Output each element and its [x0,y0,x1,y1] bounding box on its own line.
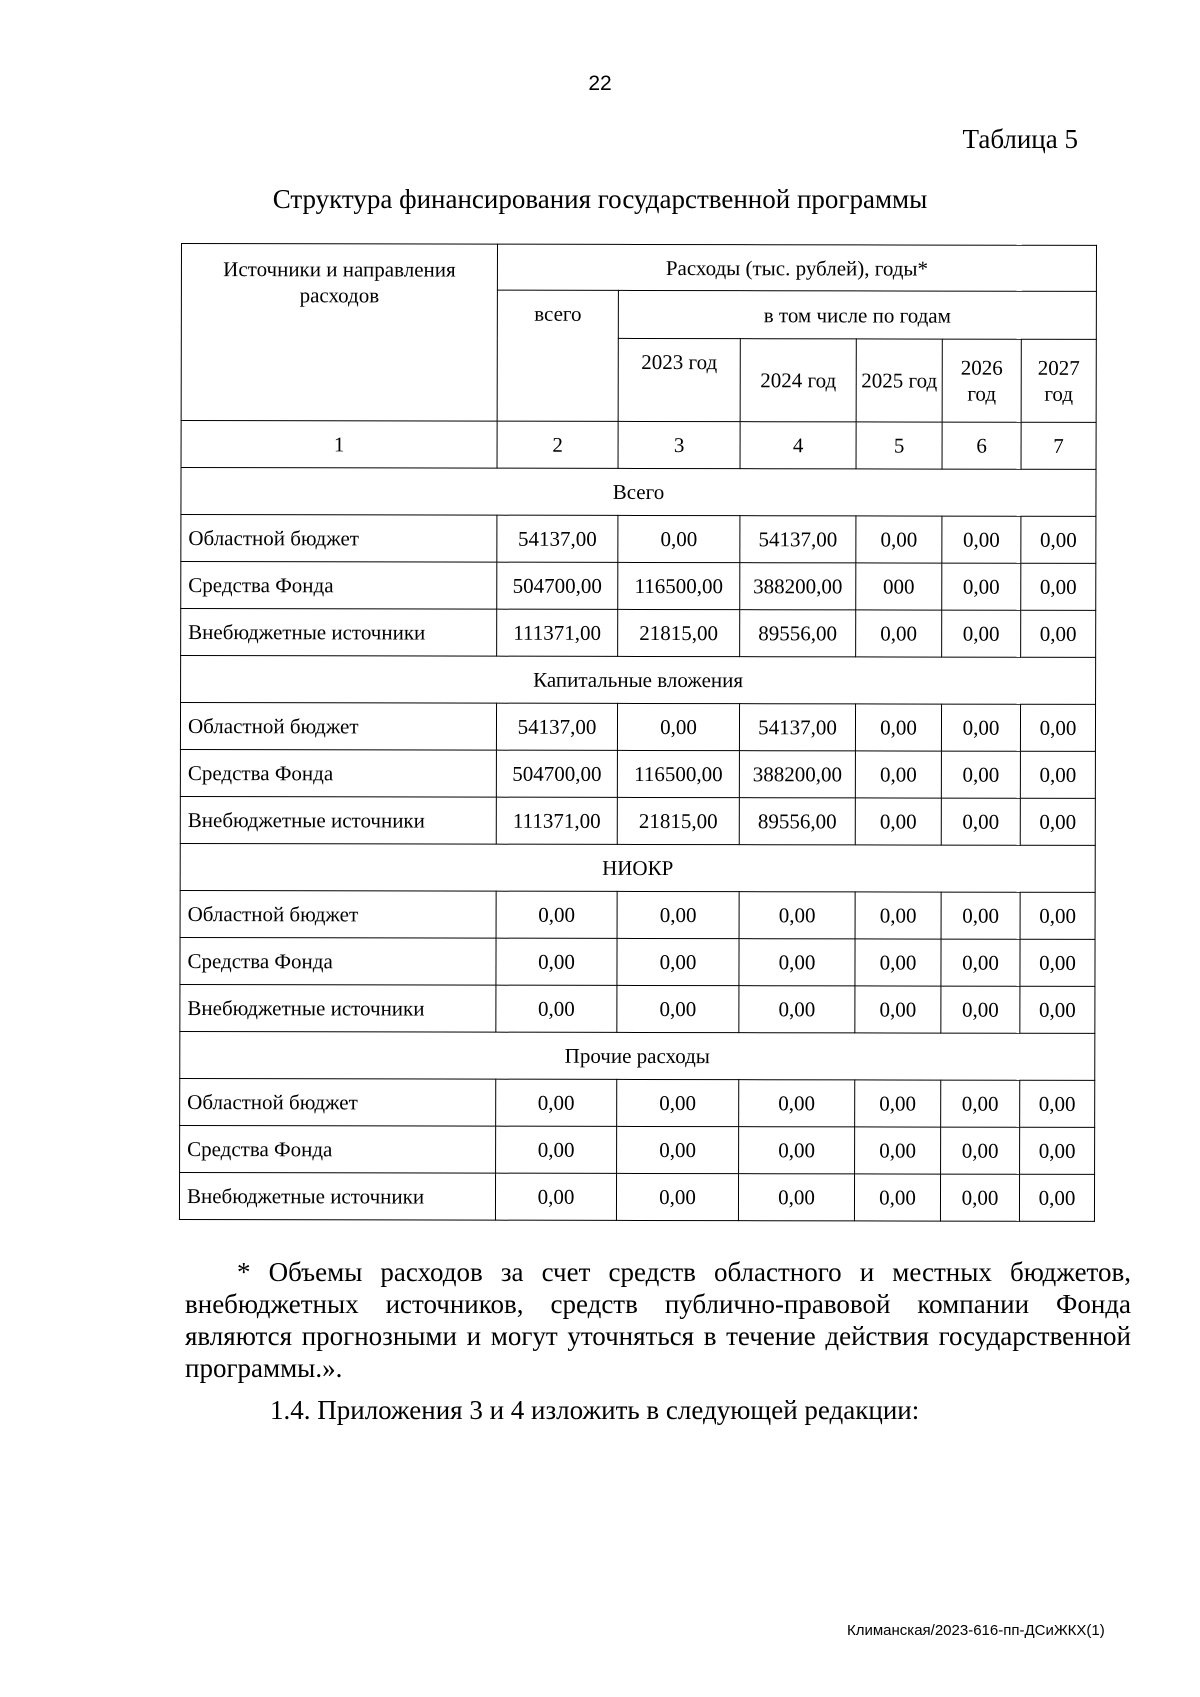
header-total: всего [497,290,618,421]
value-cell: 0,00 [496,891,617,938]
table-row [180,984,1095,1033]
section-title: Капитальные вложения [181,656,1096,705]
table-row [181,609,1096,658]
source-name: Внебюджетные источники [180,796,496,844]
column-number: 2 [497,421,618,468]
source-name: Областной бюджет [180,703,496,751]
source-name: Внебюджетные источники [180,984,496,1032]
header-expenses: Расходы (тыс. рублей), годы* [497,244,1096,291]
value-cell: 54137,00 [496,703,617,750]
value-cell: 0,00 [855,939,941,986]
value-cell: 0,00 [617,1079,739,1126]
value-cell: 0,00 [1021,610,1096,657]
value-cell: 0,00 [855,704,941,751]
header-sources: Источники и направления расходов [181,244,497,422]
value-cell: 0,00 [617,1126,739,1173]
table-row [181,562,1096,611]
table-row [180,937,1095,986]
value-cell: 0,00 [1019,1174,1094,1221]
value-cell: 116500,00 [617,750,739,797]
source-name: Внебюджетные источники [181,609,497,657]
table-row [180,1078,1095,1127]
source-name: Средства Фонда [181,562,497,610]
value-cell: 0,00 [941,1080,1020,1127]
table-row [180,703,1095,752]
value-cell: 0,00 [738,1174,854,1221]
value-cell: 0,00 [739,986,855,1033]
value-cell: 0,00 [1020,1080,1095,1127]
value-cell: 0,00 [855,1127,941,1174]
footer-code: Климанская/2023-616-пп-ДСиЖКХ(1) [847,1622,1105,1639]
value-cell: 000 [856,563,942,610]
value-cell: 0,00 [1020,751,1095,798]
value-cell: 111371,00 [496,797,617,844]
value-cell: 89556,00 [740,610,856,657]
value-cell: 0,00 [941,798,1020,845]
value-cell: 0,00 [856,610,942,657]
source-name: Средства Фонда [180,749,496,797]
value-cell: 0,00 [739,892,855,939]
value-cell: 89556,00 [739,798,855,845]
table-row [180,796,1095,845]
value-cell: 0,00 [940,1174,1019,1221]
table-row [180,1125,1095,1174]
value-cell: 0,00 [617,985,739,1032]
value-cell: 0,00 [617,891,739,938]
value-cell: 0,00 [941,1127,1020,1174]
value-cell: 0,00 [496,1079,617,1126]
table-row [180,890,1095,939]
value-cell: 0,00 [1020,704,1095,751]
value-cell: 0,00 [496,1126,617,1173]
header-year-2025: 2025 год [856,339,942,422]
value-cell: 0,00 [1020,986,1095,1033]
value-cell: 54137,00 [739,704,855,751]
table-row [179,1172,1094,1221]
value-cell: 0,00 [855,798,941,845]
column-number: 3 [618,421,740,468]
value-cell: 0,00 [617,938,739,985]
value-cell: 0,00 [854,1174,940,1221]
source-name: Средства Фонда [180,1125,496,1173]
value-cell: 54137,00 [740,516,856,563]
value-cell: 504700,00 [496,750,617,797]
value-cell: 0,00 [1021,563,1096,610]
table-label: Таблица 5 [962,124,1078,154]
section-title: НИОКР [180,843,1095,892]
section-row [180,843,1095,892]
value-cell: 0,00 [941,704,1020,751]
value-cell: 0,00 [855,892,941,939]
section-title: Прочие расходы [180,1031,1095,1080]
value-cell: 0,00 [855,1080,941,1127]
value-cell: 0,00 [941,892,1020,939]
value-cell: 0,00 [739,1080,855,1127]
value-cell: 504700,00 [497,562,618,609]
value-cell: 0,00 [941,939,1020,986]
value-cell: 0,00 [618,515,740,562]
value-cell: 0,00 [616,1173,738,1220]
value-cell: 0,00 [1020,798,1095,845]
value-cell: 0,00 [1021,516,1096,563]
value-cell: 0,00 [496,938,617,985]
header-year-2024: 2024 год [740,339,856,422]
value-cell: 21815,00 [617,797,739,844]
section-row [181,468,1096,517]
column-number: 6 [942,422,1021,469]
value-cell: 21815,00 [618,609,740,656]
header-year-2027: 2027 год [1021,339,1096,422]
column-number: 7 [1021,422,1096,469]
financing-table [179,243,1097,1222]
value-cell: 0,00 [942,563,1021,610]
source-name: Областной бюджет [180,1078,496,1126]
value-cell: 116500,00 [618,562,740,609]
source-name: Средства Фонда [180,937,496,985]
section-title: Всего [181,468,1096,517]
value-cell: 0,00 [941,751,1020,798]
value-cell: 0,00 [739,1127,855,1174]
value-cell: 0,00 [941,986,1020,1033]
value-cell: 0,00 [495,1173,616,1220]
header-year-2026: 2026 год [942,339,1021,422]
page-number: 22 [588,72,612,95]
source-name: Областной бюджет [181,515,497,563]
value-cell: 111371,00 [497,609,618,656]
value-cell: 0,00 [855,986,941,1033]
source-name: Областной бюджет [180,890,496,938]
column-number: 1 [181,421,497,469]
value-cell: 0,00 [739,939,855,986]
value-cell: 0,00 [942,610,1021,657]
footnote: * Объемы расходов за счет средств областного и местных бюджетов, внебюджетных источников, средств публично-правовой компании Фонда являются прогнозными и могут уточняться в течение действия государственной программы.». [185,1257,1131,1383]
section-row [180,1031,1095,1080]
header-by-years: в том числе по годам [618,290,1096,339]
section-row [181,656,1096,705]
value-cell: 388200,00 [740,563,856,610]
table-title: Структура финансирования государственной программы [272,184,928,214]
value-cell: 0,00 [856,516,942,563]
table-row [180,749,1095,798]
value-cell: 54137,00 [497,515,618,562]
value-cell: 0,00 [855,751,941,798]
item-text: 1.4. Приложения 3 и 4 изложить в следующей редакции: [270,1395,920,1425]
source-name: Внебюджетные источники [179,1172,495,1220]
value-cell: 0,00 [617,703,739,750]
value-cell: 0,00 [1020,939,1095,986]
value-cell: 388200,00 [739,751,855,798]
value-cell: 0,00 [942,516,1021,563]
table-row [181,515,1096,564]
value-cell: 0,00 [1020,892,1095,939]
column-number: 5 [856,422,942,469]
value-cell: 0,00 [496,985,617,1032]
value-cell: 0,00 [1020,1127,1095,1174]
header-year-2023: 2023 год [618,338,740,421]
column-number: 4 [740,422,856,469]
